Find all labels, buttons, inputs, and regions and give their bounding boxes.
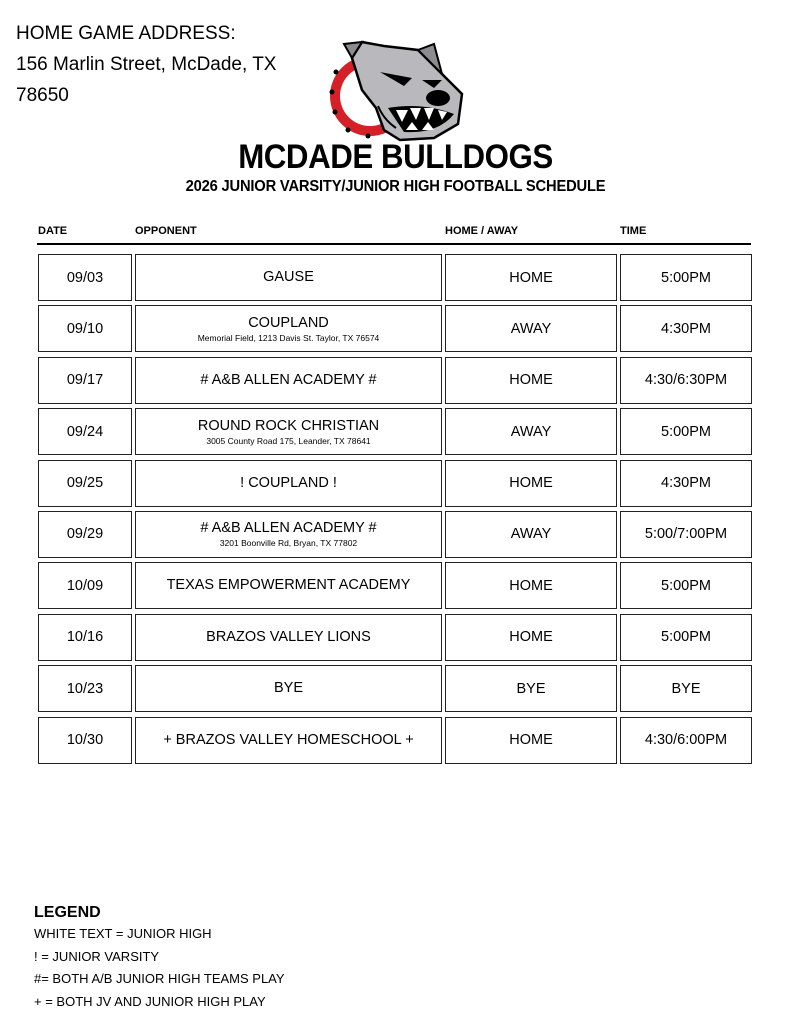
game-opponent-cell xyxy=(135,511,442,558)
game-opponent: # A&B ALLEN ACADEMY # xyxy=(200,371,377,388)
header-date: DATE xyxy=(38,225,68,237)
game-opponent-cell xyxy=(135,614,442,661)
game-time: 4:30/6:00PM xyxy=(620,717,752,764)
legend xyxy=(34,903,285,1013)
legend-title: LEGEND xyxy=(34,904,101,921)
legend-item: + = BOTH JV AND JUNIOR HIGH PLAY xyxy=(34,993,266,1009)
game-venue-note: Memorial Field, 1213 Davis St. Taylor, TX 76574 xyxy=(197,332,380,343)
bulldog-mascot-icon xyxy=(322,38,472,148)
game-venue-note: 3005 County Road 175, Leander, TX 78641 xyxy=(206,435,371,446)
table-row xyxy=(38,254,752,301)
game-date: 09/17 xyxy=(38,357,132,404)
legend-item: ! = JUNIOR VARSITY xyxy=(34,948,160,964)
page-title: MCDADE BULLDOGS xyxy=(238,138,553,176)
table-row xyxy=(38,408,752,455)
game-time: 4:30/6:30PM xyxy=(620,357,752,404)
table-row xyxy=(38,665,752,712)
game-opponent: BRAZOS VALLEY LIONS xyxy=(206,628,371,645)
game-date: 10/23 xyxy=(38,665,132,712)
game-opponent: ! COUPLAND ! xyxy=(240,474,337,491)
game-date: 10/16 xyxy=(38,614,132,661)
game-opponent-cell xyxy=(135,665,442,712)
game-opponent-cell xyxy=(135,460,442,507)
address-heading: HOME GAME ADDRESS: xyxy=(16,23,236,44)
game-time: 5:00PM xyxy=(620,254,752,301)
game-date: 09/03 xyxy=(38,254,132,301)
game-home-away: HOME xyxy=(445,254,617,301)
game-opponent: TEXAS EMPOWERMENT ACADEMY xyxy=(166,577,411,594)
game-date: 09/24 xyxy=(38,408,132,455)
game-date: 10/09 xyxy=(38,562,132,609)
game-home-away: HOME xyxy=(445,562,617,609)
game-home-away: AWAY xyxy=(445,511,617,558)
address-zip: 78650 xyxy=(16,85,69,106)
table-row xyxy=(38,562,752,609)
schedule-subtitle: 2026 JUNIOR VARSITY/JUNIOR HIGH FOOTBALL SCHEDULE xyxy=(185,178,606,195)
game-date: 09/29 xyxy=(38,511,132,558)
game-date: 10/30 xyxy=(38,717,132,764)
game-opponent-cell xyxy=(135,562,442,609)
game-time: 5:00/7:00PM xyxy=(620,511,752,558)
game-date: 09/10 xyxy=(38,305,132,352)
game-home-away: AWAY xyxy=(445,408,617,455)
game-venue-note: 3201 Boonville Rd, Bryan, TX 77802 xyxy=(219,538,358,549)
game-time: 4:30PM xyxy=(620,460,752,507)
game-home-away: HOME xyxy=(445,717,617,764)
game-home-away: AWAY xyxy=(445,305,617,352)
header-time: TIME xyxy=(620,225,647,237)
game-home-away: HOME xyxy=(445,614,617,661)
game-opponent: COUPLAND xyxy=(248,314,329,331)
home-game-address xyxy=(16,18,316,111)
game-opponent: GAUSE xyxy=(263,269,314,285)
game-opponent-cell xyxy=(135,254,442,301)
game-time: 5:00PM xyxy=(620,614,752,661)
game-opponent-cell xyxy=(135,357,442,404)
schedule-table xyxy=(38,254,752,768)
game-opponent: + BRAZOS VALLEY HOMESCHOOL + xyxy=(163,731,414,748)
game-opponent: ROUND ROCK CHRISTIAN xyxy=(197,417,380,434)
game-time: 4:30PM xyxy=(620,305,752,352)
game-date: 09/25 xyxy=(38,460,132,507)
game-opponent-cell xyxy=(135,305,442,352)
legend-item: #= BOTH A/B JUNIOR HIGH TEAMS PLAY xyxy=(34,971,285,986)
game-opponent-cell xyxy=(135,408,442,455)
game-time: 5:00PM xyxy=(620,562,752,609)
table-row xyxy=(38,357,752,404)
table-row xyxy=(38,305,752,352)
schedule-header-row xyxy=(37,225,751,245)
game-opponent: BYE xyxy=(273,680,303,697)
table-row xyxy=(38,511,752,558)
game-opponent-cell xyxy=(135,717,442,764)
game-home-away: HOME xyxy=(445,460,617,507)
game-time: BYE xyxy=(620,665,752,712)
game-time: 5:00PM xyxy=(620,408,752,455)
header-opponent: OPPONENT xyxy=(135,225,197,237)
game-home-away: BYE xyxy=(445,665,617,712)
address-street: 156 Marlin Street, McDade, TX xyxy=(16,54,277,75)
header-home-away: HOME / AWAY xyxy=(445,225,519,237)
game-home-away: HOME xyxy=(445,357,617,404)
legend-item: WHITE TEXT = JUNIOR HIGH xyxy=(34,926,212,941)
table-row xyxy=(38,717,752,764)
table-row xyxy=(38,614,752,661)
game-opponent: # A&B ALLEN ACADEMY # xyxy=(200,520,377,537)
table-row xyxy=(38,460,752,507)
